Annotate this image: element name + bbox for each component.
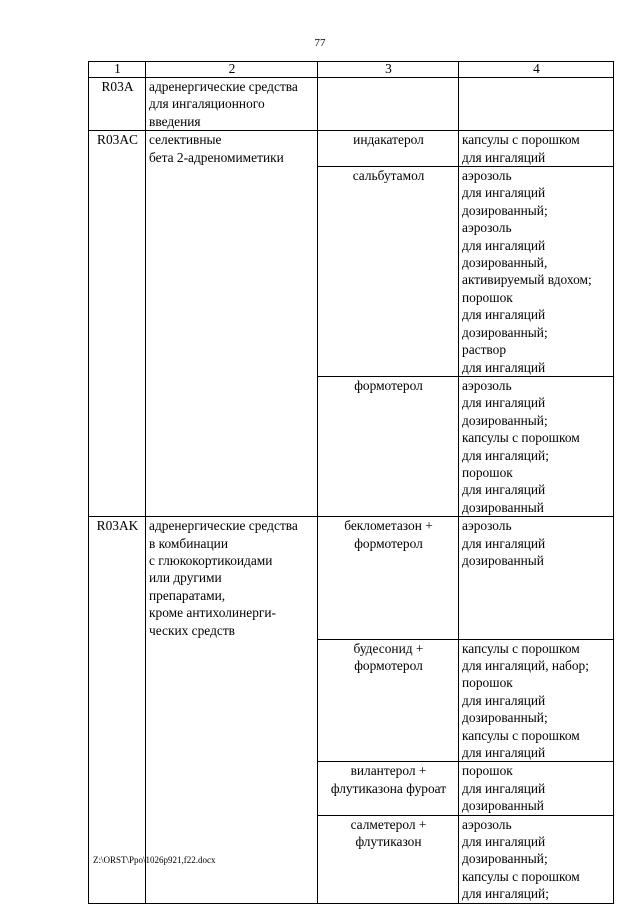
group-name-cell bbox=[146, 639, 318, 762]
page-number: 77 bbox=[314, 37, 326, 49]
group-name-cell bbox=[146, 376, 318, 516]
group-name-cell: селективные бета 2-адреномиметики bbox=[146, 131, 318, 167]
file-path-footer: Z:\ORST\Ppo\1026p921,f22.docx bbox=[93, 855, 216, 865]
table-row bbox=[89, 167, 614, 377]
table-row bbox=[89, 131, 614, 167]
atc-code-cell: R03AC bbox=[89, 131, 146, 167]
drug-name-cell: индакатерол bbox=[318, 131, 459, 167]
dosage-form-cell: порошок для ингаляций дозированный bbox=[459, 762, 614, 815]
group-name-cell: адренергические средства для ингаляционного введения bbox=[146, 78, 318, 131]
header-col-1: 1 bbox=[89, 62, 146, 78]
dosage-form-cell: аэрозоль для ингаляций дозированный bbox=[459, 517, 614, 639]
dosage-form-cell: капсулы с порошком для ингаляций, набор; порошок для ингаляций дозированный; капсулы с порошком для ингаляций bbox=[459, 639, 614, 762]
drug-name-cell: вилантерол + флутиказона фуроат bbox=[318, 762, 459, 815]
atc-code-cell bbox=[89, 376, 146, 516]
dosage-form-cell: аэрозоль для ингаляций дозированный; капсулы с порошком для ингаляций; порошок для ингаляций дозированный bbox=[459, 376, 614, 516]
table-row bbox=[89, 517, 614, 639]
atc-code-cell bbox=[89, 762, 146, 815]
drug-name-cell bbox=[318, 78, 459, 131]
table-row bbox=[89, 639, 614, 762]
table-row bbox=[89, 78, 614, 131]
dosage-form-cell: аэрозоль для ингаляций дозированный; капсулы с порошком для ингаляций; bbox=[459, 815, 614, 903]
atc-code-cell: R03AK bbox=[89, 517, 146, 639]
drug-name-cell: салметерол + флутиказон bbox=[318, 815, 459, 903]
group-name-cell: адренергические средства в комбинации с глюкокортикоидами или другими препаратами, кроме антихолинерги- ческих средств bbox=[146, 517, 318, 639]
group-name-cell bbox=[146, 167, 318, 377]
header-col-3: 3 bbox=[318, 62, 459, 78]
header-col-2: 2 bbox=[146, 62, 318, 78]
atc-code-cell: R03A bbox=[89, 78, 146, 131]
drug-name-cell: формотерол bbox=[318, 376, 459, 516]
header-col-4: 4 bbox=[459, 62, 614, 78]
drug-name-cell: беклометазон + формотерол bbox=[318, 517, 459, 639]
drug-table bbox=[88, 61, 614, 904]
drug-name-cell: будесонид + формотерол bbox=[318, 639, 459, 762]
atc-code-cell bbox=[89, 639, 146, 762]
group-name-cell bbox=[146, 762, 318, 815]
dosage-form-cell: аэрозоль для ингаляций дозированный; аэрозоль для ингаляций дозированный, активируемый вдохом; порошок для ингаляций дозированный; раствор для ингаляций bbox=[459, 167, 614, 377]
table-header-row bbox=[89, 62, 614, 78]
table-row bbox=[89, 376, 614, 516]
dosage-form-cell bbox=[459, 78, 614, 131]
atc-code-cell bbox=[89, 167, 146, 377]
dosage-form-cell: капсулы с порошком для ингаляций bbox=[459, 131, 614, 167]
table-row bbox=[89, 762, 614, 815]
drug-name-cell: сальбутамол bbox=[318, 167, 459, 377]
